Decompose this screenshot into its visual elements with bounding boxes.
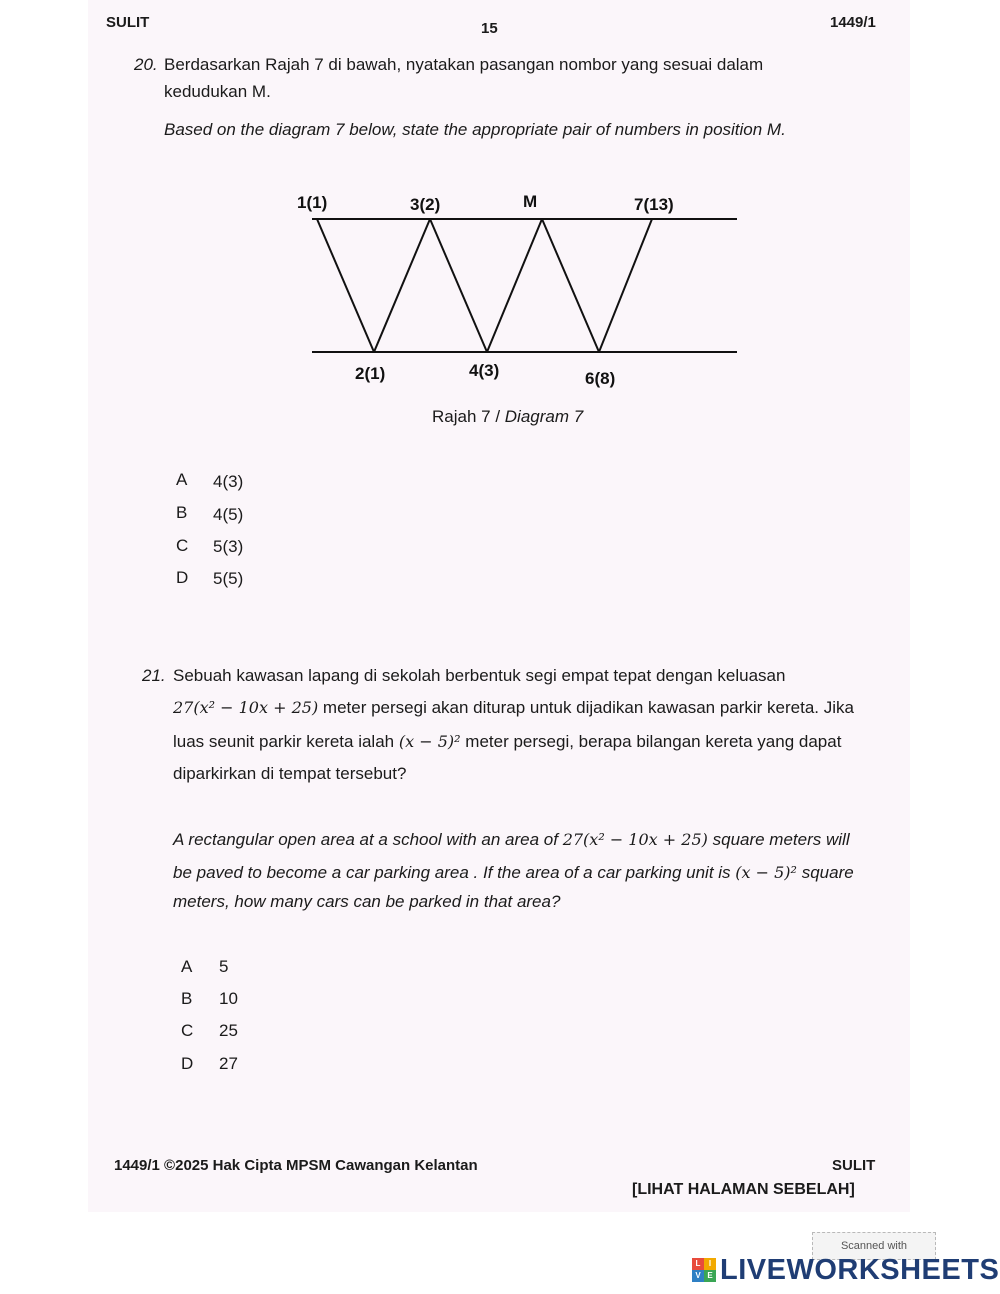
q21-en-line1 [173,824,850,856]
diagram-top-label-m: M [523,192,538,211]
q21-area-expression: 27(x² − 10x + 25) [173,698,319,717]
q21-number: 21. [142,666,166,685]
q20-option-b-value[interactable]: 4(5) [213,505,244,524]
number-pattern-diagram [0,0,1000,400]
q20-option-d-value[interactable]: 5(5) [213,569,244,588]
q20-option-c-letter[interactable]: C [176,536,189,555]
diagram-top-label: 3(2) [410,195,441,214]
q21-option-d-value[interactable]: 27 [219,1054,238,1073]
q21-ms-line2 [173,692,854,724]
q21-ms-line2-text: meter persegi akan diturap untuk dijadikan kawasan parkir kereta. Jika [322,698,854,717]
diagram-zigzag-segment [542,219,599,352]
diagram-caption-en: Diagram 7 [504,407,584,426]
q21-ms-line4: diparkirkan di tempat tersebut? [173,764,407,783]
diagram-bottom-label: 6(8) [585,369,616,388]
diagram-zigzag-segment [374,219,430,352]
q21-option-b-value[interactable]: 10 [219,989,238,1008]
diagram-top-label: 1(1) [297,193,328,212]
diagram-zigzag-segment [599,219,652,352]
q21-en-line2-a: be paved to become a car parking area . If the area of a car parking unit is [173,863,731,882]
q20-text-ms-line2: kedudukan M. [164,82,271,101]
footer-copyright: 1449/1 ©2025 Hak Cipta MPSM Cawangan Kelantan [114,1157,478,1174]
q21-en-area-expression: 27(x² − 10x + 25) [562,830,708,849]
q21-option-c-value[interactable]: 25 [219,1021,238,1040]
header-sulit: SULIT [106,14,150,31]
q20-text-en: Based on the diagram 7 below, state the appropriate pair of numbers in position M. [164,120,786,139]
paper-code: 1449/1 [830,14,876,31]
q21-ms-line3-b: meter persegi, berapa bilangan kereta yang dapat [465,732,842,751]
diagram-bottom-label: 4(3) [469,361,500,380]
q21-en-line2-b: square [801,863,854,882]
diagram-caption-ms: Rajah 7 / [432,407,505,426]
q21-option-a-value[interactable]: 5 [219,957,229,976]
q21-option-a-letter[interactable]: A [181,957,193,976]
diagram-caption [432,407,583,427]
footer-next-page: [LIHAT HALAMAN SEBELAH] [632,1181,855,1198]
liveworksheets-icon: L I V E [692,1258,716,1282]
q21-en-line2 [173,857,854,889]
page-number: 15 [481,20,498,37]
q20-option-d-letter[interactable]: D [176,568,189,587]
q21-ms-line3 [173,726,841,758]
diagram-zigzag-segment [430,219,487,352]
q21-en-line1-b: square meters will [712,830,850,849]
liveworksheets-logo [692,1254,999,1286]
q20-option-b-letter[interactable]: B [176,503,188,522]
diagram-zigzag-segment [487,219,542,352]
q21-option-c-letter[interactable]: C [181,1021,194,1040]
q20-number: 20. [134,55,158,74]
liveworksheets-wordmark: LIVEWORKSHEETS [720,1253,1000,1286]
q21-ms-line1: Sebuah kawasan lapang di sekolah berbentuk segi empat tepat dengan keluasan [173,666,786,685]
footer-sulit: SULIT [832,1157,876,1174]
q20-option-c-value[interactable]: 5(3) [213,537,244,556]
q21-unit-expression: (x − 5)² [398,732,461,751]
q21-en-unit-expression: (x − 5)² [735,863,797,882]
q21-en-line3: meters, how many cars can be parked in that area? [173,892,561,911]
q20-text-ms-line1: Berdasarkan Rajah 7 di bawah, nyatakan pasangan nombor yang sesuai dalam [164,55,764,74]
q21-option-d-letter[interactable]: D [181,1054,194,1073]
diagram-top-label: 7(13) [634,195,674,214]
q21-ms-line3-a: luas seunit parkir kereta ialah [173,732,395,751]
q20-option-a-value[interactable]: 4(3) [213,472,244,491]
scanned-with-badge: Scanned with [812,1232,936,1260]
diagram-bottom-label: 2(1) [355,364,386,383]
diagram-zigzag-segment [317,219,374,352]
q21-option-b-letter[interactable]: B [181,989,193,1008]
q21-en-line1-a: A rectangular open area at a school with an area of [173,830,558,849]
q20-option-a-letter[interactable]: A [176,470,188,489]
